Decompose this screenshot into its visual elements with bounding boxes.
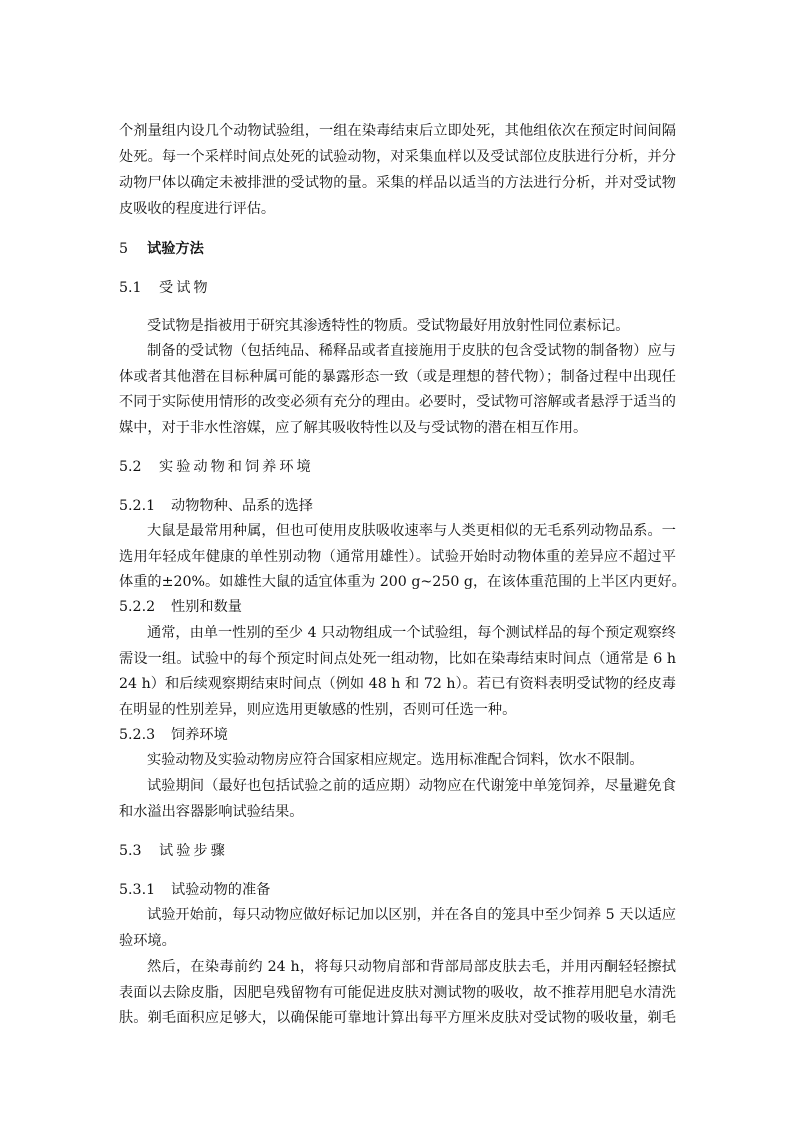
paragraph-line: 实验动物及实验动物房应符合国家相应规定。选用标准配合饲料，饮水不限制。: [147, 752, 644, 768]
section-heading-5-2-2: [119, 598, 676, 616]
paragraph-line: 然后，在染毒前约 24 h，将每只动物肩部和背部局部皮肤去毛，并用丙酮轻轻擦拭: [147, 959, 676, 975]
paragraph-line: 需设一组。试验中的每个预定时间点处死一组动物，比如在染毒结束时间点（通常是 6 h: [119, 651, 676, 667]
paragraph-line: 皮吸收的程度进行评估。: [119, 201, 276, 217]
paragraph-line: 和水溢出容器影响试验结果。: [119, 804, 304, 820]
section-number: 5.2.1: [119, 498, 156, 514]
paragraph-line: 24 h）和后续观察期结束时间点（例如 48 h 和 72 h）。若已有资料表明受试物的经皮毒: [119, 676, 676, 692]
section-heading-5-3: [119, 842, 676, 860]
section-heading-5-2-1: [119, 497, 676, 515]
paragraph-line: 体或者其他潜在目标种属可能的暴露形态一致（或是理想的替代物）；制备过程中出现任: [119, 369, 676, 385]
paragraph-line: 不同于实际使用情形的改变必须有充分的理由。必要时，受试物可溶解或者悬浮于适当的: [119, 394, 676, 410]
paragraph-line: 处死。每一个采样时间点处死的试验动物，对采集血样以及受试部位皮肤进行分析，并分: [119, 149, 676, 165]
paragraph-line: 个剂量组内设几个动物试验组，一组在染毒结束后立即处死，其他组依次在预定时间间隔: [119, 123, 676, 139]
section-heading-5-1: [119, 279, 676, 297]
paragraph-line: 媒中，对于非水性溶媒，应了解其吸收特性以及与受试物的潜在相互作用。: [119, 420, 588, 436]
paragraph-line: 制备的受试物（包括纯品、稀释品或者直接施用于皮肤的包含受试物的制备物）应与: [147, 343, 676, 359]
paragraph-line: 试验期间（最好也包括试验之前的适应期）动物应在代谢笼中单笼饲养，尽量避免食: [147, 778, 676, 794]
section-title: 实验动物和饲养环境: [159, 459, 314, 475]
section-number: 5.2.2: [119, 599, 156, 615]
section-title: 性别和数量: [171, 599, 242, 615]
section-number: 5.2: [119, 459, 142, 475]
paragraph-line: 选用年轻成年健康的单性别动物（通常用雄性）。试验开始时动物体重的差异应不超过平: [119, 549, 676, 565]
paragraph-line: 表面以去除皮脂，因肥皂残留物有可能促进皮肤对测试物的吸收，故不推荐用肥皂水清洗: [119, 985, 676, 1001]
section-number: 5: [119, 241, 129, 257]
section-number: 5.3: [119, 843, 142, 859]
paragraph-line: 受试物是指被用于研究其渗透特性的物质。受试物最好用放射性同位素标记。: [147, 318, 630, 334]
paragraph-line: 试验开始前，每只动物应做好标记加以区别，并在各自的笼具中至少饲养 5 天以适应: [147, 907, 676, 923]
section-title: 饲养环境: [171, 727, 228, 743]
paragraph-line: 通常，由单一性别的至少 4 只动物组成一个试验组，每个测试样品的每个预定观察终: [147, 625, 676, 641]
paragraph-line: 体重的±20%。如雄性大鼠的适宜体重为 200 g~250 g，在该体重范围的上半区内更好。: [119, 574, 686, 590]
section-title: 试验方法: [147, 241, 204, 257]
paragraph-line: 肤。剃毛面积应足够大，以确保能可靠地计算出每平方厘米皮肤对受试物的吸收量，剃毛: [119, 1010, 676, 1026]
section-heading-5-3-1: [119, 881, 676, 899]
section-heading-5-2: [119, 458, 676, 476]
paragraph-line: 在明显的性别差异，则应选用更敏感的性别，否则可任选一种。: [119, 702, 517, 718]
section-number: 5.3.1: [119, 882, 156, 898]
paragraph-line: 大鼠是最常用种属，但也可使用皮肤吸收速率与人类更相似的无毛系列动物品系。一: [147, 523, 676, 539]
paragraph-line: 验环境。: [119, 933, 176, 949]
section-title: 动物物种、品系的选择: [171, 498, 313, 514]
section-number: 5.2.3: [119, 727, 156, 743]
section-title: 受试物: [159, 280, 211, 296]
section-title: 试验动物的准备: [171, 882, 271, 898]
section-heading-5-2-3: [119, 726, 676, 744]
section-heading-5: [119, 240, 676, 258]
section-title: 试验步骤: [159, 843, 228, 859]
section-number: 5.1: [119, 280, 142, 296]
paragraph-line: 动物尸体以确定未被排泄的受试物的量。采集的样品以适当的方法进行分析，并对受试物: [119, 175, 676, 191]
